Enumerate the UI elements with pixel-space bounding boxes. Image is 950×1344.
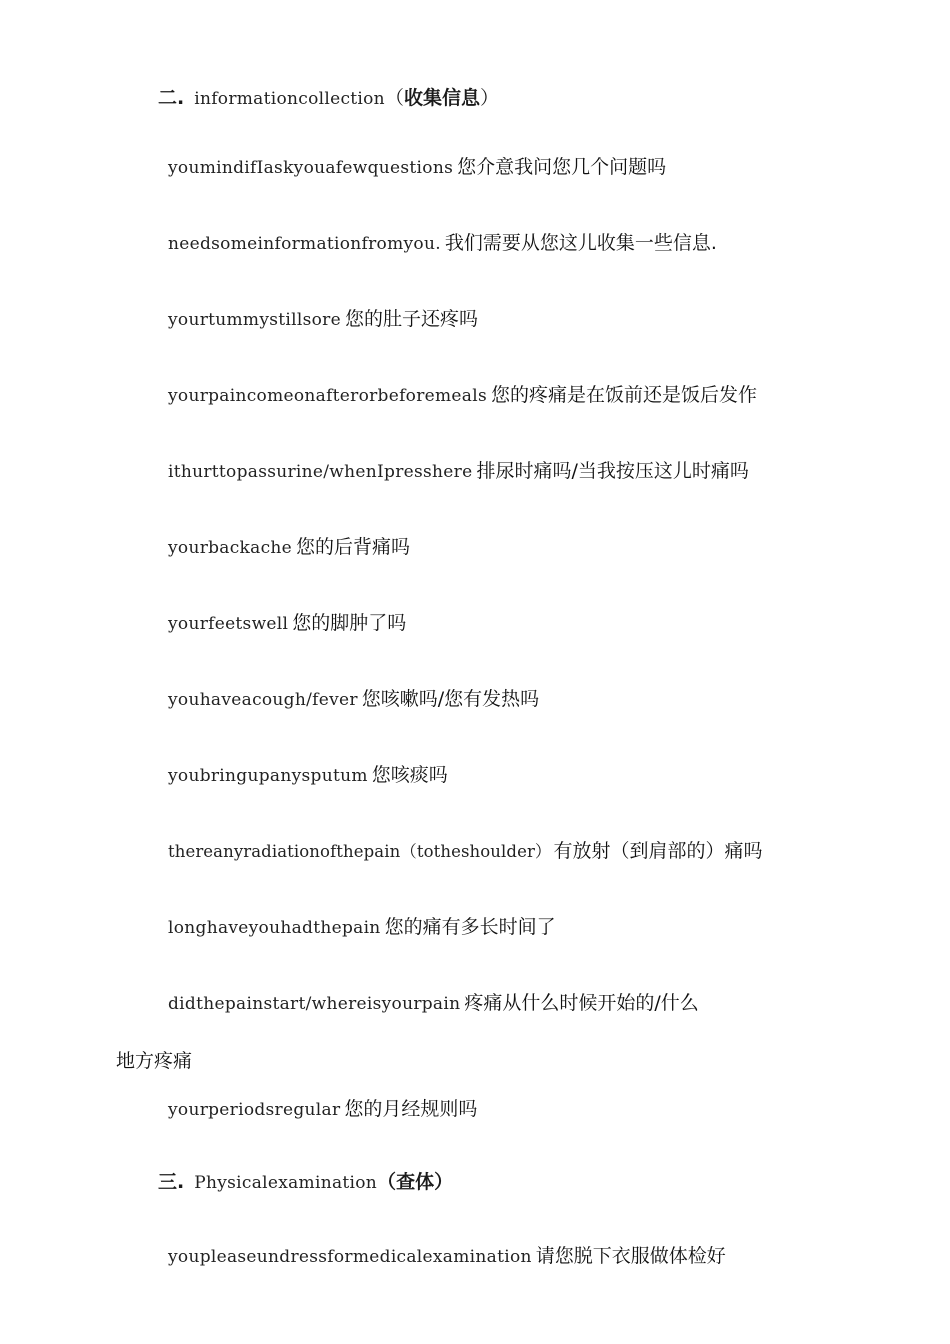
phrase-zh: 有放射（到肩部的）痛吗 [553,840,763,862]
section-title-en: Physicalexamination [194,1173,378,1193]
phrase-line [168,231,717,256]
phrase-line [168,1244,726,1269]
phrase-en: didthepainstart/whereisyourpain [168,994,461,1014]
phrase-en: yourperiodsregular [168,1100,341,1120]
phrase-line [168,687,539,712]
paren-open: （ [377,1171,397,1193]
phrase-en: youhaveacough/fever [168,690,358,710]
phrase-line [168,991,699,1016]
phrase-zh: 请您脱下衣服做体检好 [535,1245,726,1267]
section-heading-physical-examination [158,1170,453,1195]
phrase-zh: 地方疼痛 [116,1050,193,1072]
section-number: 三. [158,1171,185,1193]
phrase-line [168,307,478,332]
phrase-line [168,763,448,788]
phrase-line [168,839,763,864]
phrase-en: yourfeetswell [168,614,289,634]
phrase-zh: 疼痛从什么时候开始的/什么 [464,992,699,1014]
phrase-en: ithurttopassurine/whenIpresshere [168,462,473,482]
section-title-zh: 查体 [396,1171,435,1193]
phrase-zh: 您的肚子还疼吗 [344,308,478,330]
section-heading-information-collection [158,86,499,111]
phrase-en: needsomeinformationfromyou. [168,234,441,254]
phrase-zh: 您咳痰吗 [371,764,448,786]
section-title-en: informationcollection [194,89,385,109]
phrase-en: youpleaseundressformedicalexamination [168,1247,532,1267]
phrase-line [168,459,749,484]
phrase-line [168,915,556,940]
phrase-zh: 您的月经规则吗 [344,1098,478,1120]
phrase-en: longhaveyouhadthepain [168,918,381,938]
phrase-line-continuation [116,1049,192,1074]
phrase-en: youbringupanysputum [168,766,368,786]
phrase-zh: 您的脚肿了吗 [292,612,407,634]
phrase-zh: 您介意我问您几个问题吗 [457,156,667,178]
phrase-en: yourtummystillsore [168,310,341,330]
phrase-zh: 您的后背痛吗 [296,536,411,558]
paren-close: ） [434,1171,454,1193]
section-title-zh: 收集信息 [403,87,480,109]
phrase-en: yourbackache [168,538,293,558]
phrase-line [168,155,666,180]
phrase-zh: 我们需要从您这儿收集一些信息. [444,232,717,254]
phrase-line [168,535,410,560]
phrase-zh: 您的疼痛是在饭前还是饭后发作 [490,384,757,406]
phrase-line [168,383,757,408]
phrase-zh: 您咳嗽吗/您有发热吗 [361,688,540,710]
paren-open: （ [384,87,404,109]
phrase-line [168,611,406,636]
paren-close: ） [479,87,499,109]
phrase-en: yourpaincomeonafterorbeforemeals [168,386,487,406]
phrase-en: youmindifIaskyouafewquestions [168,158,454,178]
phrase-en: thereanyradiationofthepain（totheshoulder） [168,842,552,861]
phrase-zh: 您的痛有多长时间了 [384,916,556,938]
section-number: 二. [158,87,185,109]
phrase-zh: 排尿时痛吗/当我按压这儿时痛吗 [476,460,749,482]
phrase-line [168,1097,477,1122]
